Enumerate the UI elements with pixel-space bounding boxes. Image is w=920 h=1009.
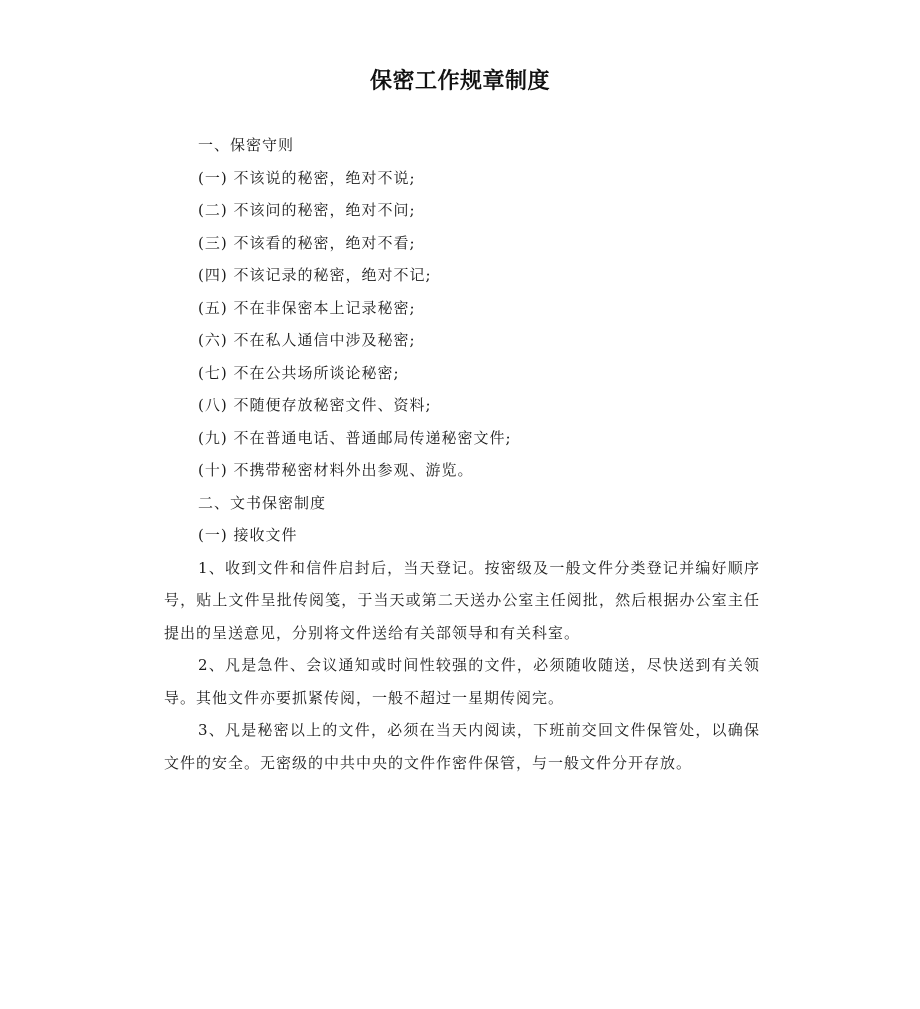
subsection-heading: (一) 接收文件 xyxy=(198,526,298,544)
rule-item-6: (六) 不在私人通信中涉及秘密; xyxy=(198,331,416,349)
rule-item-3: (三) 不该看的秘密，绝对不看; xyxy=(198,233,416,252)
rule-item-9: (九) 不在普通电话、普通邮局传递秘密文件; xyxy=(198,428,512,447)
rule-item-2: (二) 不该问的秘密，绝对不问; xyxy=(198,201,416,219)
rule-item-1: (一) 不该说的秘密，绝对不说; xyxy=(198,168,416,187)
section-heading-2: 二、文书保密制度 xyxy=(198,493,327,512)
paragraph-3: 3、凡是秘密以上的文件，必须在当天内阅读，下班前交回文件保管处，以确保文件的安全。无密级的中共中央的文件作密件保管，与一般文件分开存放。 xyxy=(164,721,760,772)
section-heading-1: 一、保密守则 xyxy=(198,136,295,154)
rules-list xyxy=(164,162,760,487)
paragraph-2: 2、凡是急件、会议通知或时间性较强的文件，必须随收随送，尽快送到有关领导。其他文件亦要抓紧传阅，一般不超过一星期传阅完。 xyxy=(164,656,760,707)
rule-item-4: (四) 不该记录的秘密，绝对不记; xyxy=(198,266,432,284)
document-title: 保密工作规章制度 xyxy=(369,69,550,94)
document-body xyxy=(164,129,760,779)
rule-item-7: (七) 不在公共场所谈论秘密; xyxy=(198,363,400,382)
paragraph-1: 1、收到文件和信件启封后，当天登记。按密级及一般文件分类登记并编好顺序号，贴上文件呈批传阅笺，于当天或第二天送办公室主任阅批，然后根据办公室主任提出的呈送意见，分别将文件送给有关部领导和有关科室。 xyxy=(164,558,760,642)
rule-item-10: (十) 不携带秘密材料外出参观、游览。 xyxy=(198,461,474,479)
rule-item-5: (五) 不在非保密本上记录秘密; xyxy=(198,298,416,317)
rule-item-8: (八) 不随便存放秘密文件、资料; xyxy=(198,396,432,414)
